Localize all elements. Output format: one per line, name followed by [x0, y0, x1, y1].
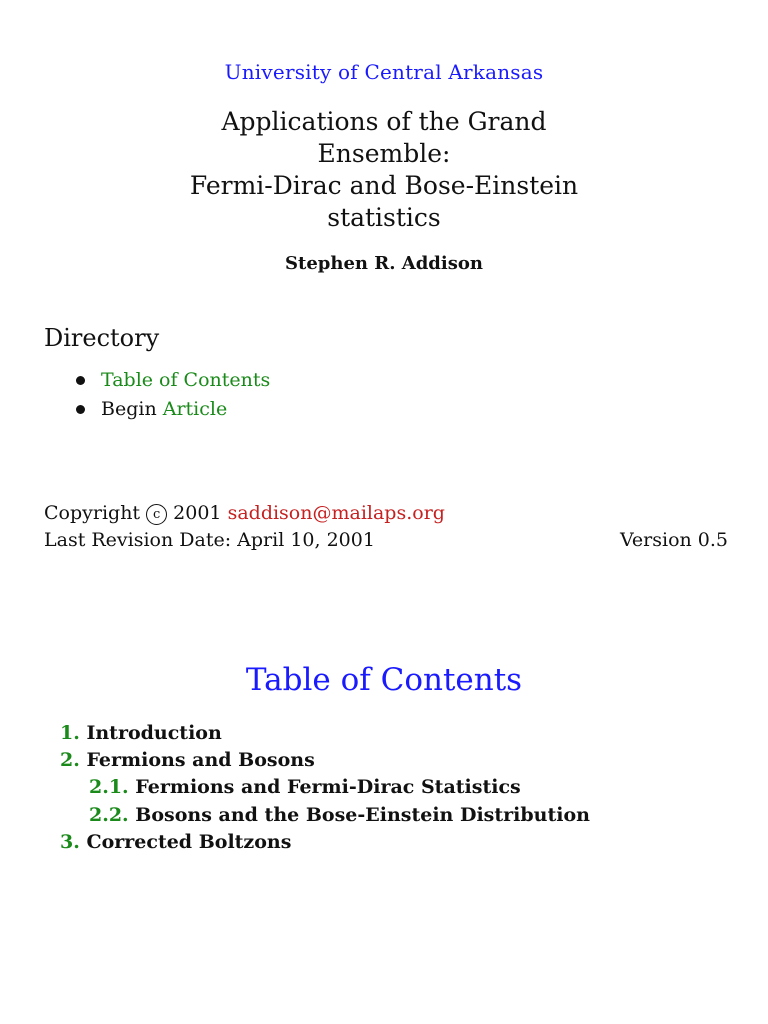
toc-entry-label: Bosons and the Bose-Einstein Distribution [135, 804, 590, 826]
copyright-symbol-icon: c [146, 504, 167, 525]
toc-entry-label: Corrected Boltzons [86, 831, 292, 853]
article-link[interactable]: Article [162, 398, 228, 420]
directory-item-toc [76, 366, 270, 395]
toc-entry-number: 2.2. [89, 804, 129, 826]
toc-entry-introduction[interactable] [60, 722, 222, 744]
toc-entry-number: 2.1. [89, 776, 129, 798]
bullet-icon [76, 405, 85, 414]
directory-list [76, 366, 270, 424]
copyright-line [44, 500, 445, 527]
directory-heading: Directory [44, 324, 160, 352]
toc-entry-label: Fermions and Fermi-Dirac Statistics [135, 776, 521, 798]
institution-name: University of Central Arkansas [224, 60, 544, 84]
email-link[interactable]: saddison@mailaps.org [227, 502, 445, 524]
toc-entry-fermions-bosons[interactable] [60, 749, 315, 771]
toc-entry-corrected-boltzons[interactable] [60, 831, 291, 853]
bullet-icon [76, 376, 85, 385]
toc-entry-label: Fermions and Bosons [86, 749, 315, 771]
directory-item-article [76, 395, 270, 424]
toc-entry-number: 3. [60, 831, 80, 853]
title-line: statistics [327, 203, 441, 232]
directory-item-prefix: Begin [101, 398, 163, 420]
copyright-year: 2001 [173, 502, 222, 524]
revision-date: Last Revision Date: April 10, 2001 [44, 529, 375, 551]
version-label: Version 0.5 [619, 529, 728, 551]
author-name: Stephen R. Addison [285, 253, 483, 274]
title-line: Ensemble: [317, 139, 451, 168]
table-of-contents-link[interactable]: Table of Contents [101, 369, 271, 391]
copyright-label: Copyright [44, 502, 141, 524]
toc-entry-bose-einstein[interactable] [89, 804, 590, 826]
toc-entry-label: Introduction [86, 722, 222, 744]
toc-entry-number: 1. [60, 722, 80, 744]
toc-entry-fermi-dirac[interactable] [89, 776, 521, 798]
document-title [0, 106, 768, 234]
title-line: Applications of the Grand [221, 107, 547, 136]
title-line: Fermi-Dirac and Bose-Einstein [189, 171, 579, 200]
toc-entry-number: 2. [60, 749, 80, 771]
toc-heading: Table of Contents [245, 662, 523, 698]
